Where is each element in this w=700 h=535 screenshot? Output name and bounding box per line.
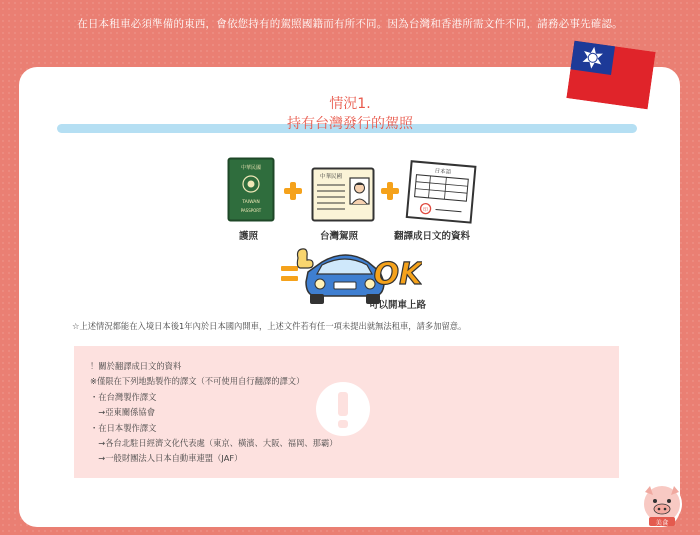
info-line: →亞東關係協會	[90, 407, 156, 418]
info-lines	[90, 359, 338, 467]
note-text: ☆上述情況都能在入境日本後1年內於日本國內開車，上述文件若有任一項未提出就無法租車，請多加留意。	[72, 321, 467, 331]
info-line: ・在台灣製作譯文	[90, 391, 157, 402]
translation-doc-text: 日本語	[434, 168, 452, 176]
info-line: ・在日本製作譯文	[90, 422, 157, 433]
car-ok-icon	[288, 238, 422, 306]
passport-label: 護照	[239, 231, 259, 242]
info-line: →各台北駐日經濟文化代表處（東京、橫濱、大阪、福岡、那霸）	[90, 438, 338, 449]
passport-bottom-text: PASSPORT	[240, 208, 262, 213]
pig-mascot-logo	[636, 482, 688, 528]
translation-stamp-text: 印	[422, 206, 429, 214]
case-title: 持有台灣發行的駕照	[287, 116, 413, 132]
license-label: 台灣駕照	[320, 231, 359, 242]
translation-label: 翻譯成日文的資料	[394, 231, 471, 242]
info-line: ！關於翻譯成日文的資料	[90, 361, 182, 371]
result-ok-text: OK	[373, 257, 422, 292]
plus-icon	[284, 182, 302, 200]
taiwan-license-icon	[311, 167, 375, 222]
passport-icon	[227, 157, 275, 222]
info-line: →一般財團法人日本自動車連盟（JAF）	[90, 453, 243, 464]
translation-document-icon	[405, 160, 479, 226]
license-card-text: 中華民國	[319, 174, 343, 180]
result-label: 可以開車上路	[369, 300, 427, 311]
plus-icon	[381, 182, 399, 200]
case-number: 情況1.	[329, 96, 371, 112]
passport-cover-text: 中華民國	[240, 165, 262, 171]
info-line: ※僅限在下列地點製作的譯文（不可使用自行翻譯的譯文）	[90, 376, 305, 387]
passport-country-text: TAIWAN	[242, 200, 260, 205]
intro-text: 在日本租車必須準備的東西，會依您持有的駕照國籍而有所不同。因為台灣和香港所需文件不同，請務必事先確認。	[77, 18, 623, 30]
info-box	[74, 346, 619, 478]
mascot-text: 美食	[655, 518, 669, 527]
